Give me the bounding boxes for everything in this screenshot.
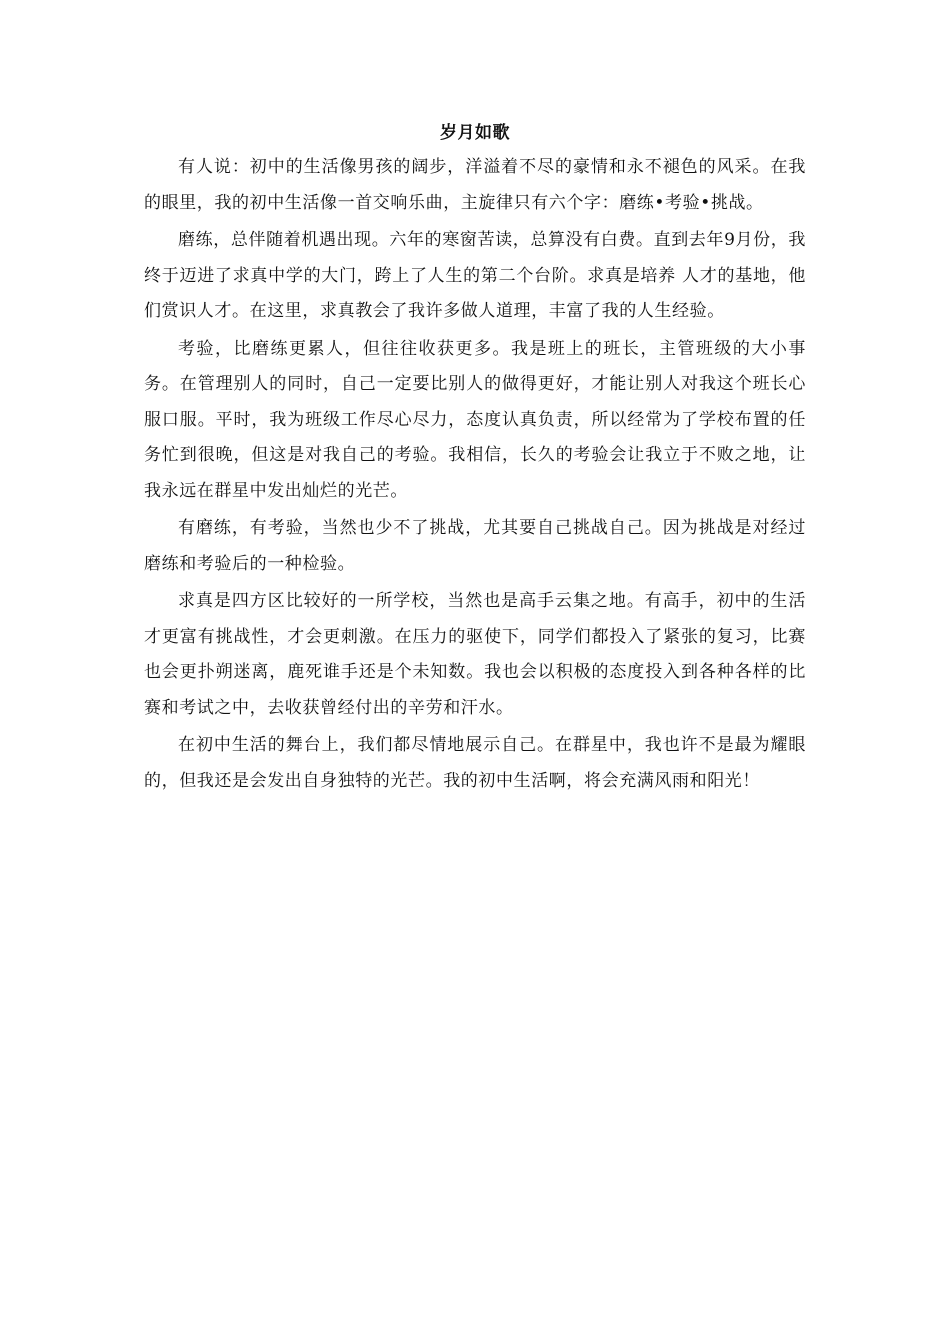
paragraph-3: 考验，比磨练更累人，但往往收获更多。我是班上的班长，主管班级的大小事务。在管理别人的同时，自己一定要比别人的做得更好，才能让别人对我这个班长心服口服。平时，我为班级工作尽心尽力，态度认真负责，所以经常为了学校布置的任务忙到很晚，但这是对我自己的考验。我相信，长久的考验会让我立于不败之地，让我永远在群星中发出灿烂的光芒。	[144, 338, 806, 501]
paragraph-4: 有磨练，有考验，当然也少不了挑战，尤其要自己挑战自己。因为挑战是对经过磨练和考验后的一种检验。	[144, 518, 806, 574]
paragraph-6: 在初中生活的舞台上，我们都尽情地展示自己。在群星中，我也许不是最为耀眼的，但我还是会发出自身独特的光芒。我的初中生活啊，将会充满风雨和阳光！	[144, 735, 806, 791]
document-title: 岁月如歌	[440, 123, 510, 143]
document-page	[144, 118, 806, 799]
paragraph-5: 求真是四方区比较好的一所学校，当然也是高手云集之地。有高手，初中的生活才更富有挑战性，才会更刺激。在压力的驱使下，同学们都投入了紧张的复习，比赛也会更扑朔迷离，鹿死谁手还是个未知数。我也会以积极的态度投入到各种各样的比赛和考试之中，去收获曾经付出的辛劳和汗水。	[144, 591, 806, 718]
paragraph-1: 有人说：初中的生活像男孩的阔步，洋溢着不尽的豪情和永不褪色的风采。在我的眼里，我的初中生活像一首交响乐曲，主旋律只有六个字：磨练•考验•挑战。	[144, 157, 806, 213]
paragraph-2: 磨练，总伴随着机遇出现。六年的寒窗苦读，总算没有白费。直到去年9月份，我终于迈进了求真中学的大门，跨上了人生的第二个台阶。求真是培养 人才的基地，他们赏识人才。在这里，求真教会了我许多做人道理，丰富了我的人生经验。	[144, 230, 806, 321]
